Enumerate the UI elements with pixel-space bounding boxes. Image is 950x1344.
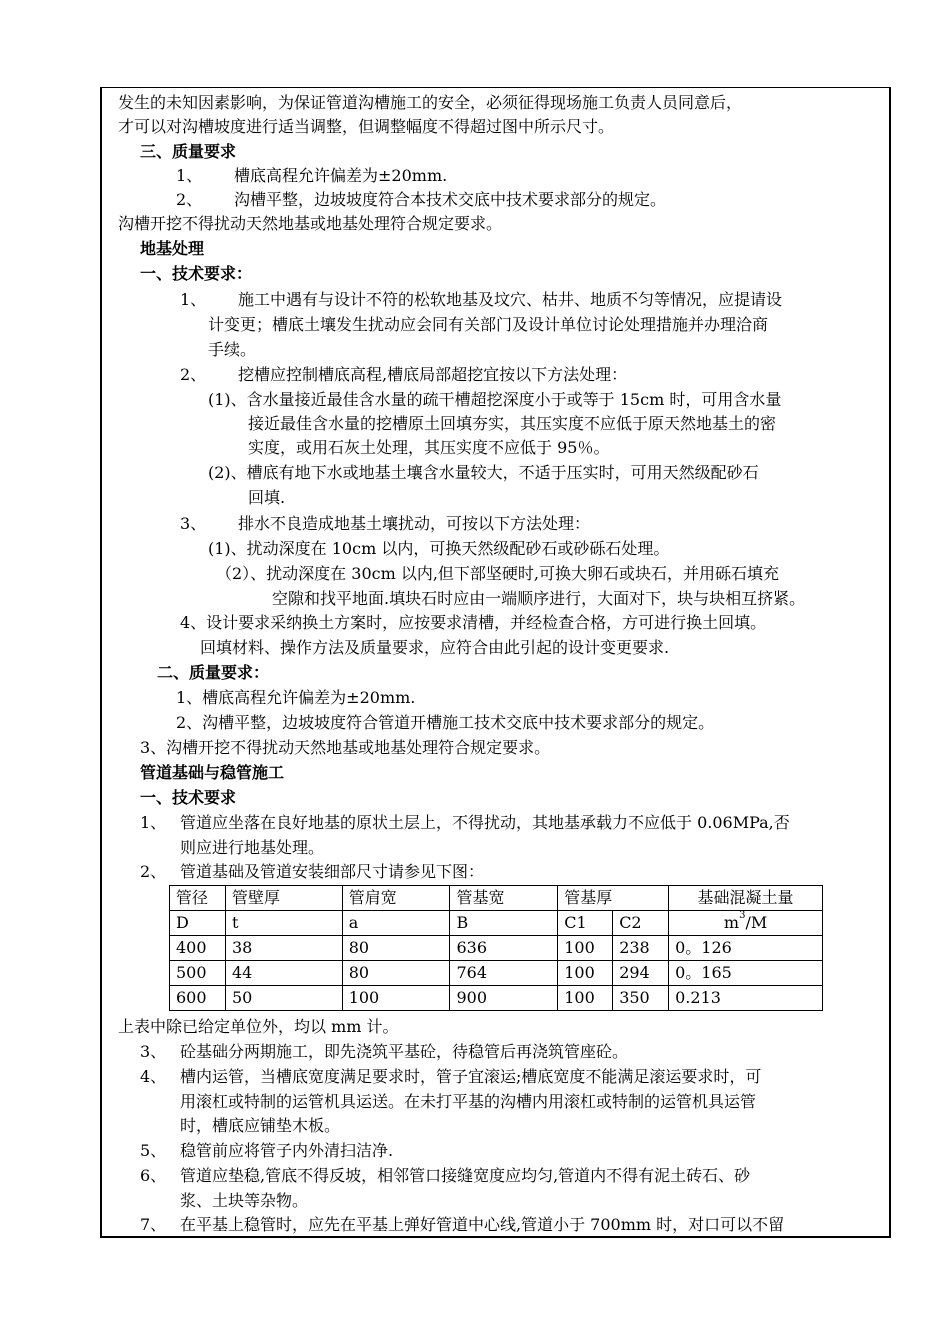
list-item [176,164,447,188]
list-number: 1、 [180,290,207,309]
list-item-text: 挖槽应控制槽底高程,槽底局部超挖宜按以下方法处理： [238,365,628,384]
table-row [170,961,823,986]
table-header-cell: D [170,911,226,936]
table-header-cell: 管基宽 [450,886,558,911]
table-header-cell [669,911,823,936]
table-cell: 0。126 [669,936,823,961]
text-line: (1)、扰动深度在 10cm 以内，可换天然级配砂石或砂砾石处理。 [208,539,670,558]
list-number: 2、 [140,862,167,881]
list-number: 3、 [140,1042,167,1061]
table-cell: 100 [342,986,450,1011]
section-heading: 地基处理 [140,239,205,258]
table-cell: 400 [170,936,226,961]
list-number: 1、 [140,813,167,832]
section-heading: 二、质量要求： [157,663,270,682]
list-number: 1、 [176,166,203,185]
list-number: 7、 [140,1215,167,1234]
text-line: 手续。 [208,340,257,359]
list-item-text: 管道基础及管道安装细部尺寸请参见下图： [180,862,485,881]
table-header-cell: 管壁厚 [225,886,342,911]
table-cell: 764 [450,961,558,986]
text-line: 3、沟槽开挖不得扰动天然地基或地基处理符合规定要求。 [140,738,551,757]
table-header-cell: C2 [613,911,669,936]
table-header-cell: C1 [558,911,613,936]
table-cell: 100 [558,961,613,986]
table-cell: 50 [225,986,342,1011]
list-number: 3、 [180,514,207,533]
list-item-text: 沟槽平整，边坡坡度符合本技术交底中技术要求部分的规定。 [234,190,667,209]
table-cell: 600 [170,986,226,1011]
text-line: (1)、含水量接近最佳含水量的疏干槽超挖深度小于或等于 15cm 时，可用含水量 [208,390,782,409]
list-item-text: 施工中遇有与设计不符的松软地基及坟穴、枯井、地质不匀等情况，应提请设 [238,290,783,309]
list-item-text: 管道应坐落在良好地基的原状土层上，不得扰动，其地基承载力不应低于 0.06MPa,否 [180,813,790,832]
pipe-spec-table [169,885,823,1011]
section-heading: 一、技术要求 [140,788,237,807]
text-line: 回填材料、操作方法及质量要求，应符合由此引起的设计变更要求. [200,638,670,657]
list-item [140,1164,750,1188]
table-header-row [170,911,823,936]
list-item-text: 槽内运管，当槽底宽度满足要求时，管子宜滚运;槽底宽度不能满足滚运要求时，可 [180,1067,762,1086]
table-cell: 0。165 [669,961,823,986]
text-line: 计变更；槽底土壤发生扰动应会同有关部门及设计单位讨论处理措施并办理洽商 [208,315,769,334]
list-number: 5、 [140,1141,167,1160]
table-cell: 0.213 [669,986,823,1011]
table-header-cell: 基础混凝土量 [669,886,823,911]
text-line: 则应进行地基处理。 [180,838,325,857]
unit-text: /M [745,913,768,932]
section-heading: 管道基础与稳管施工 [140,763,285,782]
list-item [140,1065,761,1089]
list-number: 6、 [140,1166,167,1185]
table-cell: 100 [558,936,613,961]
list-item-text: 在平基上稳管时，应先在平基上弹好管道中心线,管道小于 700mm 时，对口可以不留 [180,1215,785,1234]
list-item-text: 砼基础分两期施工，即先浇筑平基砼，待稳管后再浇筑管座砼。 [180,1042,629,1061]
table-row [170,986,823,1011]
text-line: 用滚杠或特制的运管机具运送。在未打平基的沟槽内用滚杠或特制的运管机具运管 [180,1092,757,1111]
table-header-cell: t [225,911,342,936]
table-cell: 350 [613,986,669,1011]
table-cell: 500 [170,961,226,986]
table-cell: 238 [613,936,669,961]
table-header-cell: 管肩宽 [342,886,450,911]
list-item [180,512,590,536]
text-line: （2）、扰动深度在 30cm 以内,但下部坚硬时,可换大卵石或块石，并用砾石填充 [216,564,780,583]
text-line: 空隙和找平地面.填块石时应由一端顺序进行，大面对下，块与块相互挤紧。 [272,589,806,608]
table-header-cell: B [450,911,558,936]
table-row [170,936,823,961]
text-line: 浆、土块等杂物。 [180,1191,309,1210]
table-cell: 80 [342,936,450,961]
text-line: 实度，或用石灰土处理，其压实度不应低于 95％。 [248,438,610,457]
text-line: 时，槽底应铺垫木板。 [180,1116,341,1135]
list-item [140,1040,628,1064]
text-line: 沟槽开挖不得扰动天然地基或地基处理符合规定要求。 [118,214,503,233]
table-cell: 100 [558,986,613,1011]
text-line: 才可以对沟槽坡度进行适当调整，但调整幅度不得超过图中所示尺寸。 [118,117,615,136]
section-heading: 一、技术要求： [140,264,253,283]
list-item-text: 排水不良造成地基土壤扰动，可按以下方法处理： [238,514,591,533]
list-item [140,811,790,835]
unit-text: m [723,913,740,932]
list-number: 2、 [176,190,203,209]
table-cell: 38 [225,936,342,961]
text-line: (2)、槽底有地下水或地基土壤含水量较大，不适于压实时，可用天然级配砂石 [208,463,759,482]
table-header-cell: 管基厚 [558,886,669,911]
list-item [176,188,666,212]
list-item-text: 管道应垫稳,管底不得反坡，相邻管口接缝宽度应均匀,管道内不得有泥土砖石、砂 [180,1166,751,1185]
table-cell: 44 [225,961,342,986]
list-item [140,1213,784,1237]
unit-superscript: 3 [739,910,746,921]
list-item-text: 槽底高程允许偏差为±20mm. [234,166,448,185]
table-header-cell: 管径 [170,886,226,911]
table-cell: 294 [613,961,669,986]
text-line: 4、设计要求采纳换土方案时，应按要求清槽，并经检查合格，方可进行换土回填。 [180,613,767,632]
text-line: 接近最佳含水量的挖槽原土回填夯实，其压实度不应低于原天然地基土的密 [248,414,777,433]
table-cell: 636 [450,936,558,961]
list-item [140,1139,393,1163]
list-number: 2、 [180,365,207,384]
text-line: 上表中除已给定单位外，均以 mm 计。 [118,1017,399,1036]
table-header-cell: a [342,911,450,936]
section-heading: 三、质量要求 [140,142,237,161]
text-line: 2、沟槽平整，边坡坡度符合管道开槽施工技术交底中技术要求部分的规定。 [176,713,715,732]
list-item [140,860,484,884]
list-item [180,363,627,387]
list-item [180,288,782,312]
text-line: 1、槽底高程允许偏差为±20mm. [176,688,416,707]
table-cell: 900 [450,986,558,1011]
table-header-row [170,886,823,911]
text-line: 回填. [248,488,286,507]
list-number: 4、 [140,1067,167,1086]
text-line: 发生的未知因素影响，为保证管道沟槽施工的安全，必须征得现场施工负责人员同意后， [118,93,743,112]
table-cell: 80 [342,961,450,986]
list-item-text: 稳管前应将管子内外清扫洁净. [180,1141,394,1160]
